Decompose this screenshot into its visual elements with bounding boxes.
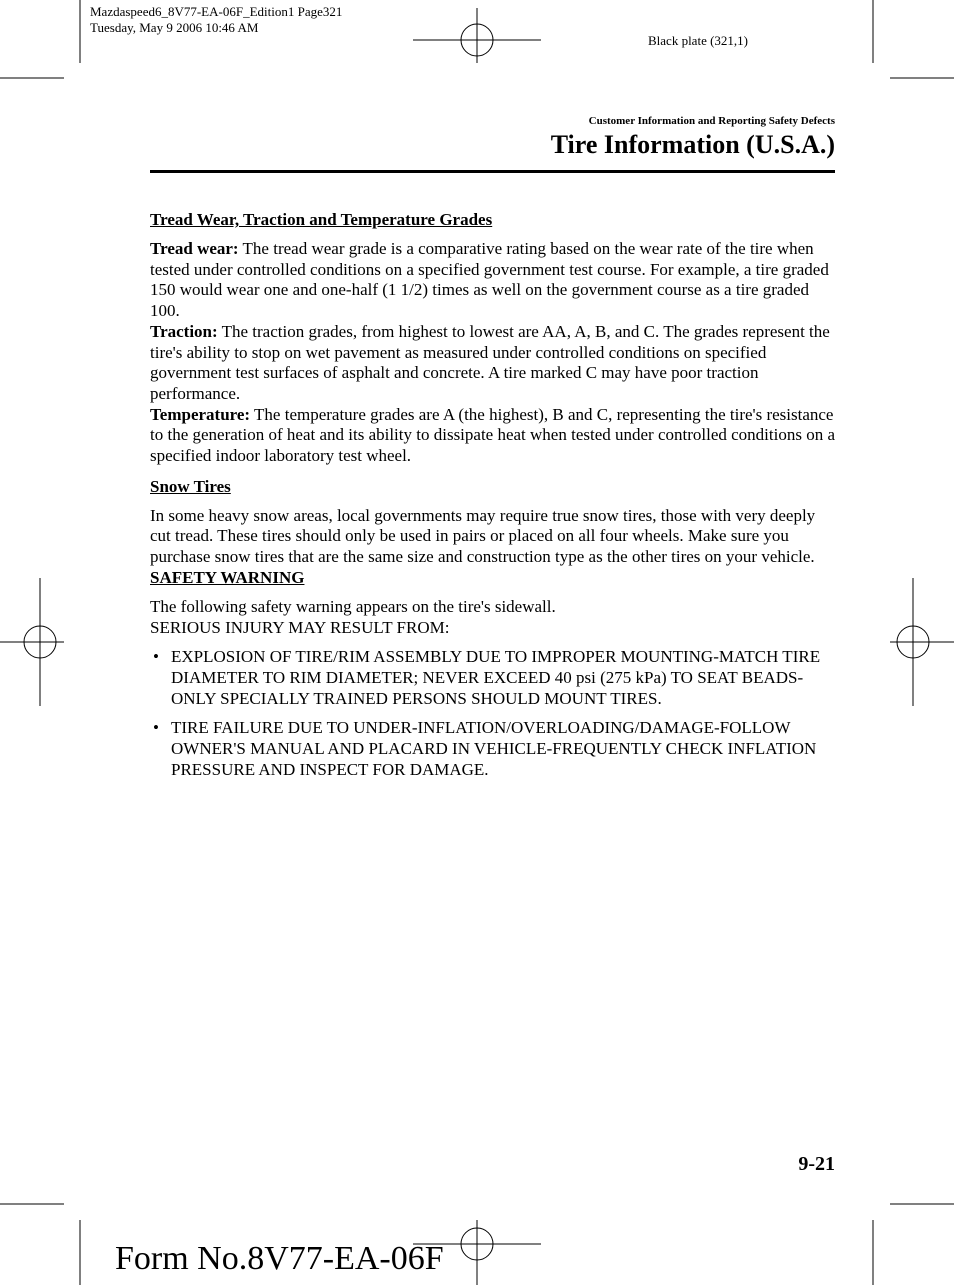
safety-warning-list (150, 647, 836, 780)
print-info-filename: Mazdaspeed6_8V77-EA-06F_Edition1 Page321 (90, 4, 343, 19)
tread-wear-text: The tread wear grade is a comparative rating based on the wear rate of the tire when tested under controlled conditions on a specified government test course. For example, a tire graded 150 would wear one and one-half (1 1/2) times as well on the government course as a tire graded 100. (150, 239, 829, 321)
page-title: Tire Information (U.S.A.) (550, 130, 835, 159)
section-label: Customer Information and Reporting Safety Defects (588, 115, 835, 127)
safety-serious-injury: SERIOUS INJURY MAY RESULT FROM: (150, 617, 450, 637)
bullet-icon: • (153, 718, 159, 738)
grades-heading: Tread Wear, Traction and Temperature Grades (150, 210, 493, 229)
traction-label: Traction: (150, 321, 218, 341)
safety-warning-heading: SAFETY WARNING (150, 567, 305, 587)
traction-text: The traction grades, from highest to lowest are AA, A, B, and C. The grades represent the tire's ability to stop on wet pavement as measured under controlled conditions on specified government test surfaces of asphalt and concrete. A tire marked C may have poor traction performance. (150, 321, 830, 403)
safety-intro: The following safety warning appears on the tire's sidewall. (150, 596, 556, 616)
page-number: 9-21 (798, 1153, 835, 1175)
list-item (150, 647, 836, 709)
list-item-text: TIRE FAILURE DUE TO UNDER-INFLATION/OVERLOADING/DAMAGE-FOLLOW OWNER'S MANUAL AND PLACARD IN VEHICLE-FREQUENTLY CHECK INFLATION PRESSURE AND INSPECT FOR DAMAGE. (171, 718, 817, 779)
bullet-icon: • (153, 647, 159, 667)
temperature-label: Temperature: (150, 404, 251, 424)
list-item (150, 718, 836, 780)
grades-body (150, 239, 836, 467)
snow-tires-paragraph: In some heavy snow areas, local governments may require true snow tires, those with very deeply cut tread. These tires should only be used in pairs or placed on all four wheels. Make sure you purchase snow tires that are the same size and construction type as the other tires on your vehicle. (150, 505, 816, 567)
main-content (150, 210, 836, 789)
plate-label: Black plate (321,1) (648, 33, 748, 48)
tread-wear-label: Tread wear: (150, 239, 239, 258)
temperature-text: The temperature grades are A (the highest), B and C, representing the tire's resistance to the generation of heat and its ability to dissipate heat when tested under controlled conditions on a specified indoor laboratory test wheel. (150, 404, 836, 466)
temperature-paragraph (150, 405, 836, 467)
title-rule (150, 170, 835, 173)
print-info (90, 4, 342, 36)
snow-tires-heading: Snow Tires (150, 476, 231, 496)
print-info-date: Tuesday, May 9 2006 10:46 AM (90, 20, 259, 35)
tread-wear-paragraph (150, 239, 836, 322)
list-item-text: EXPLOSION OF TIRE/RIM ASSEMBLY DUE TO IMPROPER MOUNTING-MATCH TIRE DIAMETER TO RIM DIAMETER; NEVER EXCEED 40 psi (275 kPa) TO SEAT BEADS-ONLY SPECIALLY TRAINED PERSONS SHOULD MOUNT TIRES. (171, 647, 821, 708)
form-number: Form No.8V77-EA-06F (115, 1240, 444, 1277)
traction-paragraph (150, 322, 836, 405)
